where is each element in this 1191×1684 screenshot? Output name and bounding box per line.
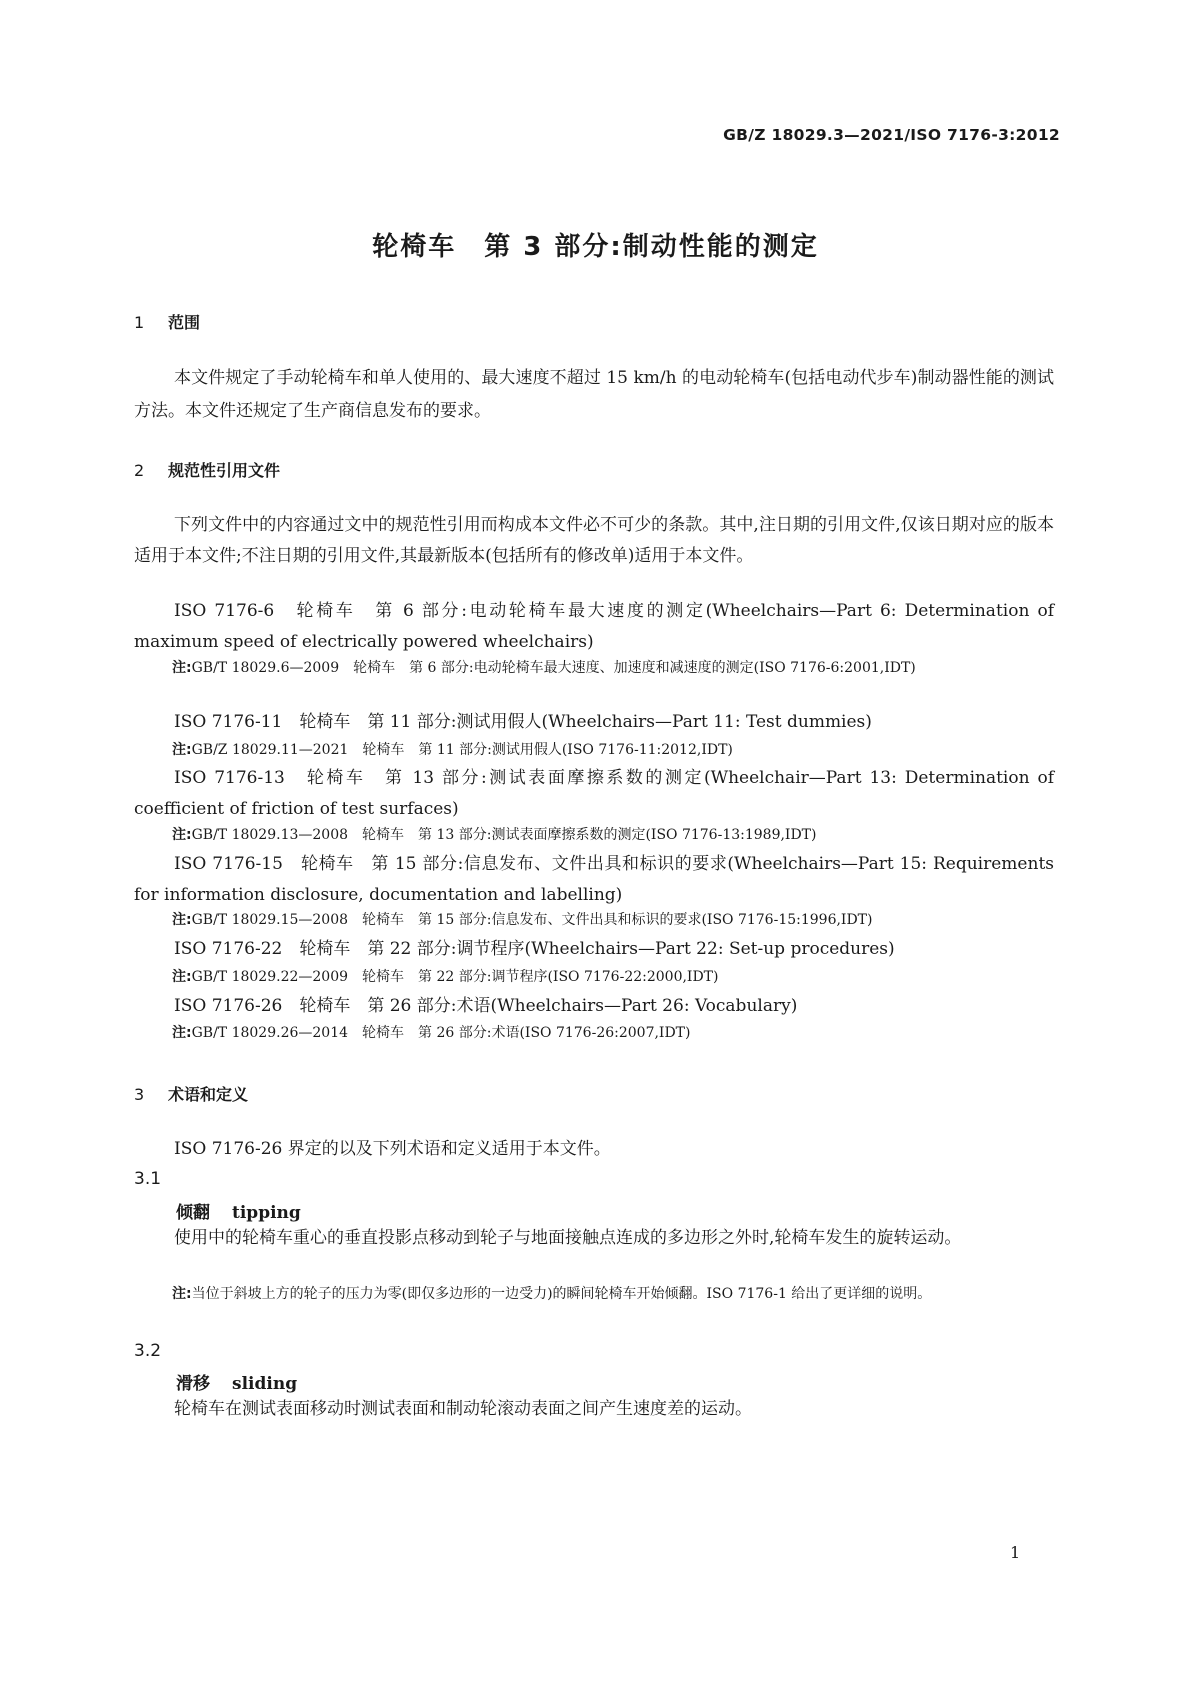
section-number: 1 xyxy=(134,313,145,332)
term-number: 3.1 xyxy=(134,1169,162,1189)
term-heading xyxy=(176,1198,301,1223)
term-en: sliding xyxy=(232,1374,298,1394)
page-number: 1 xyxy=(1010,1543,1021,1562)
note-text: GB/T 18029.22—2009 轮椅车 第 22 部分:调节程序(ISO 7176-22:2000,IDT) xyxy=(191,969,719,985)
term-zh: 滑移 xyxy=(176,1374,210,1394)
reference-note xyxy=(172,655,1057,682)
reference-item: ISO 7176-11 轮椅车 第 11 部分:测试用假人(Wheelchairs—Part 11: Test dummies) xyxy=(174,712,872,732)
section-1-heading xyxy=(134,310,200,333)
note-text: GB/T 18029.6—2009 轮椅车 第 6 部分:电动轮椅车最大速度、加速度和减速度的测定(ISO 7176-6:2001,IDT) xyxy=(191,660,916,676)
section-title: 术语和定义 xyxy=(168,1085,249,1104)
section-title: 范围 xyxy=(168,313,201,332)
term-en: tipping xyxy=(232,1203,301,1223)
note-label: 注: xyxy=(172,1286,192,1302)
note-text: GB/Z 18029.11—2021 轮椅车 第 11 部分:测试用假人(ISO 7176-11:2012,IDT) xyxy=(191,742,733,758)
reference-note xyxy=(172,964,1057,991)
section-1-paragraph: 本文件规定了手动轮椅车和单人使用的、最大速度不超过 15 km/h 的电动轮椅车(包括电动代步车)制动器性能的测试方法。本文件还规定了生产商信息发布的要求。 xyxy=(134,368,1054,421)
section-number: 2 xyxy=(134,461,145,480)
reference-item: ISO 7176-6 轮椅车 第 6 部分:电动轮椅车最大速度的测定(Wheelchairs—Part 6: Determination of maximum speed of electrically powered wheelchairs) xyxy=(134,601,1054,652)
section-3-paragraph: ISO 7176-26 界定的以及下列术语和定义适用于本文件。 xyxy=(174,1139,611,1159)
reference-item: ISO 7176-26 轮椅车 第 26 部分:术语(Wheelchairs—Part 26: Vocabulary) xyxy=(174,996,798,1016)
section-number: 3 xyxy=(134,1085,145,1104)
reference-note xyxy=(172,1020,1057,1047)
term-number: 3.2 xyxy=(134,1341,162,1361)
term-note xyxy=(172,1281,1057,1308)
note-text: GB/T 18029.15—2008 轮椅车 第 15 部分:信息发布、文件出具和标识的要求(ISO 7176-15:1996,IDT) xyxy=(191,912,873,928)
note-label: 注: xyxy=(172,969,192,985)
document-title: 轮椅车 第 3 部分:制动性能的测定 xyxy=(372,232,819,262)
section-3-heading xyxy=(134,1082,248,1105)
reference-note xyxy=(172,737,1057,764)
note-label: 注: xyxy=(172,660,192,676)
term-heading xyxy=(176,1369,297,1394)
term-definition: 轮椅车在测试表面移动时测试表面和制动轮滚动表面之间产生速度差的运动。 xyxy=(174,1399,752,1419)
note-text: 当位于斜坡上方的轮子的压力为零(即仅多边形的一边受力)的瞬间轮椅车开始倾翻。ISO 7176-1 给出了更详细的说明。 xyxy=(191,1286,932,1302)
reference-note xyxy=(172,822,1057,849)
note-label: 注: xyxy=(172,912,192,928)
note-text: GB/T 18029.13—2008 轮椅车 第 13 部分:测试表面摩擦系数的测定(ISO 7176-13:1989,IDT) xyxy=(191,827,817,843)
section-2-paragraph: 下列文件中的内容通过文中的规范性引用而构成本文件必不可少的条款。其中,注日期的引用文件,仅该日期对应的版本适用于本文件;不注日期的引用文件,其最新版本(包括所有的修改单)适用于本文件。 xyxy=(134,515,1054,566)
note-label: 注: xyxy=(172,742,192,758)
section-title: 规范性引用文件 xyxy=(168,461,281,480)
reference-item: ISO 7176-15 轮椅车 第 15 部分:信息发布、文件出具和标识的要求(Wheelchairs—Part 15: Requirements for information disclosure, documentation and labelling) xyxy=(134,854,1054,905)
note-text: GB/T 18029.26—2014 轮椅车 第 26 部分:术语(ISO 7176-26:2007,IDT) xyxy=(191,1025,691,1041)
reference-item: ISO 7176-22 轮椅车 第 22 部分:调节程序(Wheelchairs—Part 22: Set-up procedures) xyxy=(174,939,895,959)
reference-item: ISO 7176-13 轮椅车 第 13 部分:测试表面摩擦系数的测定(Wheelchair—Part 13: Determination of coefficient of friction of test surfaces) xyxy=(134,768,1054,819)
standard-code-header: GB/Z 18029.3—2021/ISO 7176-3:2012 xyxy=(723,126,1060,144)
section-2-heading xyxy=(134,458,280,481)
term-zh: 倾翻 xyxy=(176,1203,210,1223)
note-label: 注: xyxy=(172,827,192,843)
term-definition: 使用中的轮椅车重心的垂直投影点移动到轮子与地面接触点连成的多边形之外时,轮椅车发生的旋转运动。 xyxy=(174,1228,962,1248)
reference-note xyxy=(172,907,1057,934)
note-label: 注: xyxy=(172,1025,192,1041)
